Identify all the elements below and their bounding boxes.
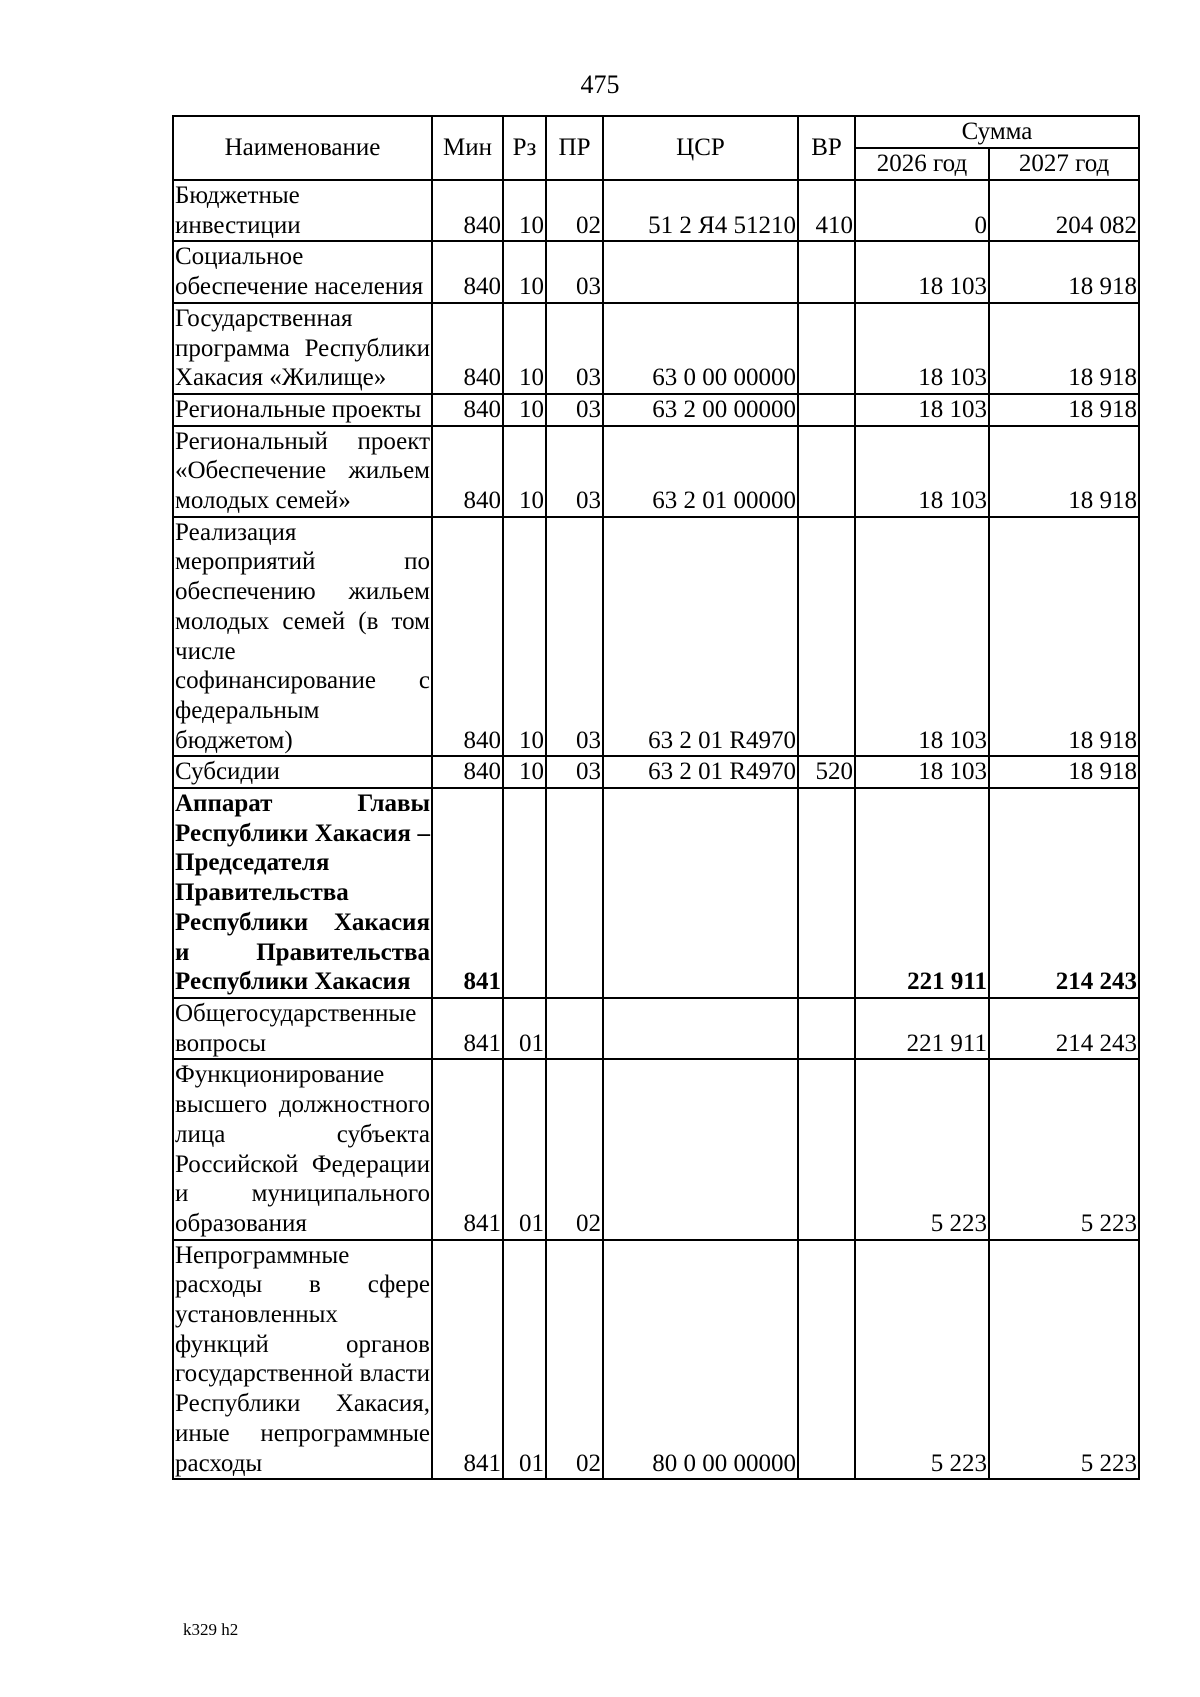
- row-pr: 02: [546, 180, 603, 241]
- row-sum-2027: 18 918: [989, 394, 1139, 426]
- row-name: Непрограммные расходы в сфере установленных функций органов государственной власти Республики Хакасия, иные непрограммные расходы: [173, 1240, 432, 1480]
- row-vr: 410: [798, 180, 855, 241]
- row-rz: 10: [503, 303, 546, 394]
- row-csr: 63 2 01 R4970: [603, 517, 798, 757]
- row-rz: 10: [503, 394, 546, 426]
- row-sum-2027: 214 243: [989, 788, 1139, 998]
- page-number: 475: [580, 70, 620, 99]
- row-csr: [603, 788, 798, 998]
- row-pr: 03: [546, 517, 603, 757]
- row-min: 841: [432, 1240, 503, 1480]
- row-name: Аппарат Главы Республики Хакасия – Председателя Правительства Республики Хакасия и Правительства Республики Хакасия: [173, 788, 432, 998]
- row-vr: 520: [798, 756, 855, 788]
- row-csr: [603, 241, 798, 302]
- table-row: [173, 180, 1139, 241]
- header-year-2027: 2027 год: [989, 148, 1139, 180]
- row-pr: 03: [546, 303, 603, 394]
- table-row: [173, 426, 1139, 517]
- document-code: k329 h2: [183, 1620, 239, 1639]
- row-pr: 03: [546, 394, 603, 426]
- row-vr: [798, 241, 855, 302]
- row-min: 840: [432, 394, 503, 426]
- row-min: 841: [432, 1059, 503, 1239]
- row-pr: [546, 998, 603, 1059]
- row-sum-2027: 214 243: [989, 998, 1139, 1059]
- table-row: [173, 788, 1139, 998]
- table-row: [173, 756, 1139, 788]
- row-sum-2027: 204 082: [989, 180, 1139, 241]
- budget-table: [172, 115, 1140, 1480]
- table-row: [173, 998, 1139, 1059]
- row-sum-2027: 18 918: [989, 241, 1139, 302]
- row-sum-2026: 18 103: [855, 756, 989, 788]
- row-rz: 01: [503, 1059, 546, 1239]
- row-csr: [603, 998, 798, 1059]
- row-csr: 63 2 01 R4970: [603, 756, 798, 788]
- table-row: [173, 517, 1139, 757]
- row-csr: [603, 1059, 798, 1239]
- row-csr: 80 0 00 00000: [603, 1240, 798, 1480]
- row-sum-2027: 5 223: [989, 1240, 1139, 1480]
- row-name: Функционирование высшего должностного лица субъекта Российской Федерации и муниципального образования: [173, 1059, 432, 1239]
- row-csr: 63 2 01 00000: [603, 426, 798, 517]
- row-csr: 63 0 00 00000: [603, 303, 798, 394]
- header-pr: ПР: [546, 116, 603, 180]
- header-year-2026: 2026 год: [855, 148, 989, 180]
- row-sum-2026: 5 223: [855, 1240, 989, 1480]
- row-pr: 02: [546, 1059, 603, 1239]
- row-vr: [798, 788, 855, 998]
- table-row: [173, 394, 1139, 426]
- row-vr: [798, 426, 855, 517]
- row-rz: 01: [503, 998, 546, 1059]
- header-sum: Сумма: [855, 116, 1139, 148]
- table-row: [173, 1240, 1139, 1480]
- row-sum-2027: 18 918: [989, 426, 1139, 517]
- row-pr: 03: [546, 241, 603, 302]
- row-sum-2026: 5 223: [855, 1059, 989, 1239]
- row-rz: 10: [503, 426, 546, 517]
- row-vr: [798, 998, 855, 1059]
- row-name: Государственная программа Республики Хакасия «Жилище»: [173, 303, 432, 394]
- row-rz: [503, 788, 546, 998]
- row-pr: 03: [546, 426, 603, 517]
- row-min: 840: [432, 241, 503, 302]
- row-sum-2026: 221 911: [855, 788, 989, 998]
- row-sum-2027: 18 918: [989, 303, 1139, 394]
- header-name: Наименование: [173, 116, 432, 180]
- row-sum-2026: 18 103: [855, 241, 989, 302]
- row-min: 840: [432, 426, 503, 517]
- row-name: Региональные проекты: [173, 394, 432, 426]
- row-min: 840: [432, 756, 503, 788]
- header-rz: Рз: [503, 116, 546, 180]
- row-rz: 10: [503, 756, 546, 788]
- row-name: Реализация мероприятий по обеспечению жильем молодых семей (в том числе софинансирование с федеральным бюджетом): [173, 517, 432, 757]
- row-name: Общегосударственные вопросы: [173, 998, 432, 1059]
- row-vr: [798, 1059, 855, 1239]
- table-row: [173, 241, 1139, 302]
- row-rz: 10: [503, 180, 546, 241]
- row-sum-2026: 18 103: [855, 426, 989, 517]
- row-sum-2027: 18 918: [989, 756, 1139, 788]
- row-csr: 51 2 Я4 51210: [603, 180, 798, 241]
- row-sum-2026: 0: [855, 180, 989, 241]
- row-pr: 02: [546, 1240, 603, 1480]
- row-pr: 03: [546, 756, 603, 788]
- table-row: [173, 303, 1139, 394]
- row-rz: 10: [503, 517, 546, 757]
- row-min: 841: [432, 998, 503, 1059]
- row-vr: [798, 517, 855, 757]
- row-sum-2026: 18 103: [855, 303, 989, 394]
- header-min: Мин: [432, 116, 503, 180]
- table-row: [173, 1059, 1139, 1239]
- row-min: 840: [432, 180, 503, 241]
- row-sum-2027: 5 223: [989, 1059, 1139, 1239]
- row-min: 840: [432, 303, 503, 394]
- row-vr: [798, 303, 855, 394]
- row-pr: [546, 788, 603, 998]
- header-csr: ЦСР: [603, 116, 798, 180]
- row-vr: [798, 394, 855, 426]
- row-sum-2026: 221 911: [855, 998, 989, 1059]
- row-min: 841: [432, 788, 503, 998]
- table-body: [173, 180, 1139, 1479]
- row-name: Субсидии: [173, 756, 432, 788]
- row-sum-2027: 18 918: [989, 517, 1139, 757]
- row-name: Бюджетные инвестиции: [173, 180, 432, 241]
- row-min: 840: [432, 517, 503, 757]
- row-sum-2026: 18 103: [855, 394, 989, 426]
- row-name: Социальное обеспечение населения: [173, 241, 432, 302]
- row-name: Региональный проект «Обеспечение жильем молодых семей»: [173, 426, 432, 517]
- row-vr: [798, 1240, 855, 1480]
- row-rz: 10: [503, 241, 546, 302]
- row-csr: 63 2 00 00000: [603, 394, 798, 426]
- row-sum-2026: 18 103: [855, 517, 989, 757]
- header-vr: ВР: [798, 116, 855, 180]
- row-rz: 01: [503, 1240, 546, 1480]
